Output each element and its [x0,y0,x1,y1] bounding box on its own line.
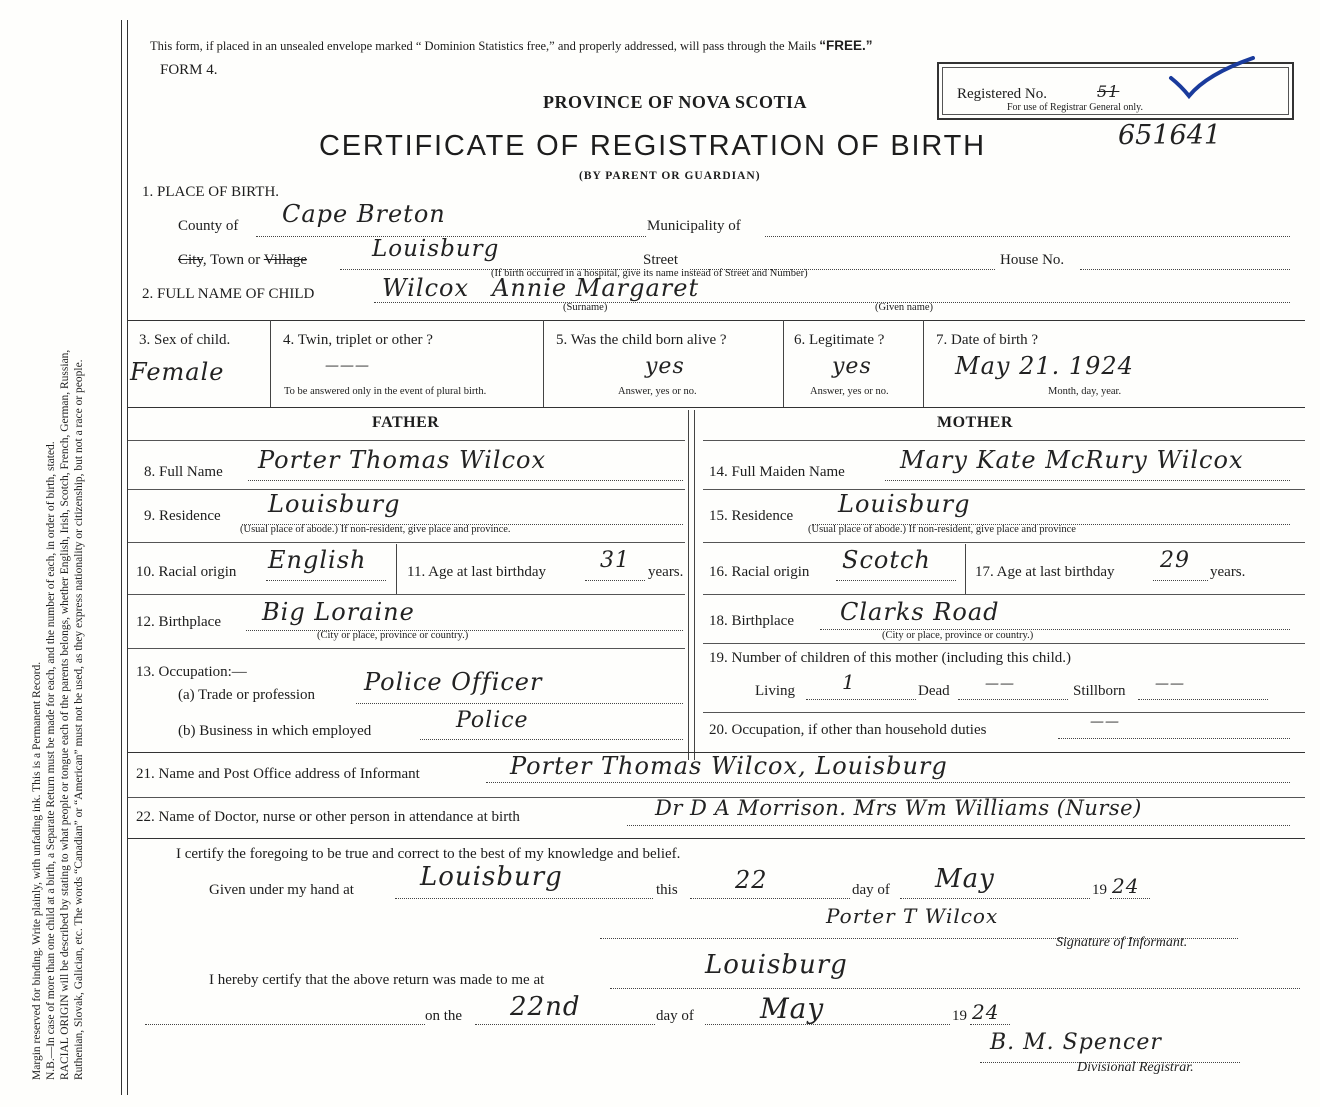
municipality-label: Municipality of [647,218,741,234]
mother-birthplace-value: Clarks Road [840,598,1000,626]
sex-label: 3. Sex of child. [139,332,231,348]
margin-note-line-4: Ruthenian, Slovak, Galician, etc. The words “Canadian” or “American” must not be used, as they express nationality or citizenship, but not a race or people. [73,359,85,1080]
born-alive-note: Answer, yes or no. [618,386,697,397]
father-name-label: 8. Full Name [144,464,223,480]
child-given-name-value: Annie Margaret [492,274,700,302]
mother-name-label: 14. Full Maiden Name [709,464,845,480]
father-heading: FATHER [372,414,440,431]
on-the-label: on the [425,1008,463,1024]
page-title: CERTIFICATE OF REGISTRATION OF BIRTH [319,130,986,162]
given-month-value: May [935,864,995,894]
twin-value: ——— [325,358,370,374]
margin-note-line-1: Margin reserved for binding. Write plainly, with unfading ink. This is a Permanent Record. [31,661,43,1080]
father-name-value: Porter Thomas Wilcox [258,446,546,474]
house-number-label: House No. [1000,252,1065,268]
registered-number-label: Registered No. [957,86,1047,102]
province-heading: PROVINCE OF NOVA SCOTIA [543,92,808,112]
page-subtitle: (BY PARENT OR GUARDIAN) [579,170,761,182]
village-label: Village [263,252,308,268]
informant-value: Porter Thomas Wilcox, Louisburg [510,752,948,780]
surname-note: (Surname) [563,302,608,313]
twin-label: 4. Twin, triplet or other ? [283,332,433,348]
mother-racial-origin-value: Scotch [842,546,931,574]
legitimate-note: Answer, yes or no. [810,386,889,397]
date-of-birth-label: 7. Date of birth ? [936,332,1039,348]
informant-signature: Porter T Wilcox [826,904,999,928]
mother-occupation-value: —— [1090,714,1120,730]
margin-note-line-3: RACIAL ORIGIN will be described by stating to what people or tongue each of the parents belongs, whether English, Irish, Scotch, French, German, Russian, [59,349,71,1080]
stillborn-label: Stillborn [1073,683,1126,699]
given-under-hand-label: Given under my hand at [209,882,354,898]
father-residence-note: (Usual place of abode.) If non-resident, give place and province. [240,524,511,535]
registrar-signature: B. M. Spencer [990,1030,1162,1055]
stamped-number: 651641 [1118,120,1222,151]
mother-name-value: Mary Kate McRury Wilcox [900,446,1244,474]
father-occupation-label: 13. Occupation:— [136,664,247,680]
day-of-label: day of [852,882,890,898]
given-name-note: (Given name) [875,302,934,313]
street-label: Street [643,252,678,268]
free-label: “FREE.” [819,38,873,53]
place-of-birth-heading: 1. PLACE OF BIRTH. [142,184,280,200]
registered-number-box [937,62,1294,120]
registrar-statement: I hereby certify that the above return was made to me at [209,972,545,988]
father-business-label: (b) Business in which employed [178,723,372,739]
registration-year-prefix: 19 [952,1008,967,1024]
this-label: this [656,882,678,898]
doctor-value: Dr D A Morrison. Mrs Wm Williams (Nurse) [655,796,1142,820]
father-age-value: 31 [600,548,630,573]
registration-month-value: May [760,992,825,1025]
given-year-prefix: 19 [1092,882,1107,898]
given-place-value: Louisburg [420,862,563,892]
father-racial-origin-label: 10. Racial origin [136,564,237,580]
hospital-note: (If birth occurred in a hospital, give its name instead of Street and Number) [491,268,808,279]
father-residence-value: Louisburg [268,490,401,518]
mother-heading: MOTHER [937,414,1013,431]
mother-residence-value: Louisburg [838,490,971,518]
born-alive-label: 5. Was the child born alive ? [556,332,727,348]
living-value: 1 [842,670,856,694]
city-label: City [178,252,203,268]
living-label: Living [755,683,795,699]
father-racial-origin-value: English [268,546,367,574]
father-trade-value: Police Officer [364,668,543,696]
date-of-birth-value: May 21. 1924 [955,352,1134,380]
checkmark-icon [1167,56,1257,106]
mother-residence-label: 15. Residence [709,508,794,524]
town-type-label [178,252,307,269]
child-name-label: 2. FULL NAME OF CHILD [142,286,315,302]
registration-day-value: 22nd [510,992,581,1022]
county-value: Cape Breton [282,200,446,228]
dead-label: Dead [918,683,950,699]
informant-label: 21. Name and Post Office address of Informant [136,766,420,782]
given-year-value: 24 [1112,874,1140,898]
given-day-value: 22 [735,866,768,894]
legitimate-value: yes [832,354,872,379]
doctor-label: 22. Name of Doctor, nurse or other person in attendance at birth [136,809,520,825]
margin-notes [30,40,86,1080]
father-birthplace-label: 12. Birthplace [136,614,221,630]
twin-note: To be answered only in the event of plural birth. [284,386,487,397]
county-label: County of [178,218,239,234]
father-age-years-label: years. [648,564,684,580]
father-business-value: Police [456,708,529,733]
town-label: , Town or [202,252,261,268]
stillborn-value: —— [1155,676,1185,692]
registration-day-of-label: day of [656,1008,694,1024]
mother-occupation-label: 20. Occupation, if other than household duties [709,722,987,738]
child-surname-value: Wilcox [382,274,470,302]
mother-age-years-label: years. [1210,564,1246,580]
mother-residence-note: (Usual place of abode.) If non-resident, give place and province [808,524,1076,535]
father-trade-label: (a) Trade or profession [178,687,316,703]
father-residence-label: 9. Residence [144,508,221,524]
binding-margin-rule [121,20,122,1095]
mother-age-label: 17. Age at last birthday [975,564,1115,580]
registration-year-value: 24 [972,1000,1000,1024]
town-value: Louisburg [372,236,500,262]
mail-notice: This form, if placed in an unsealed envelope marked “ Dominion Statistics free,” and properly addressed, will pass through the Mails “FREE.” [150,38,873,53]
father-age-label: 11. Age at last birthday [407,564,546,580]
sex-value: Female [130,358,225,386]
registrar-signature-label: Divisional Registrar. [1077,1060,1194,1075]
informant-signature-label: Signature of Informant. [1056,935,1188,950]
form-number: FORM 4. [160,62,218,78]
mother-racial-origin-label: 16. Racial origin [709,564,810,580]
mother-age-value: 29 [1160,548,1190,573]
registered-number-note: For use of Registrar General only. [1007,102,1143,113]
mother-birthplace-label: 18. Birthplace [709,613,794,629]
mother-children-label: 19. Number of children of this mother (including this child.) [709,650,1072,666]
dead-value: —— [985,676,1015,692]
date-of-birth-note: Month, day, year. [1048,386,1122,397]
father-birthplace-value: Big Loraine [262,598,415,626]
mother-birthplace-note: (City or place, province or country.) [882,630,1034,641]
father-birthplace-note: (City or place, province or country.) [317,630,469,641]
legitimate-label: 6. Legitimate ? [794,332,885,348]
registered-number-value: 51 [1097,82,1120,101]
margin-note-line-2: N.B.—In case of more than one child at a birth, a Separate Return must be made for each, and the number of each, in order of birth, stated. [45,441,57,1080]
binding-margin-rule-inner [127,20,128,1095]
certify-statement: I certify the foregoing to be true and correct to the best of my knowledge and belief. [176,846,681,862]
born-alive-value: yes [645,354,685,379]
registrar-place-value: Louisburg [705,950,848,980]
